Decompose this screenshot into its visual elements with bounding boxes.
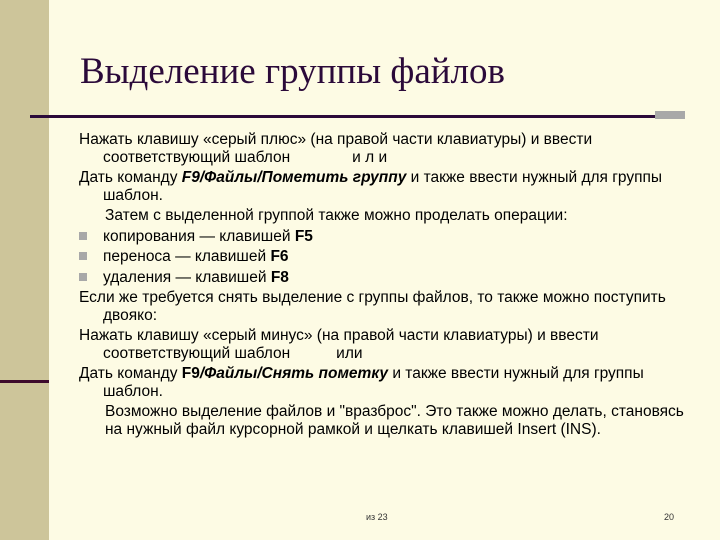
menu-path: /Файлы/Пометить группу — [199, 169, 407, 186]
paragraph-trail: и л и — [352, 148, 388, 166]
bullet-delete: удаления — клавишей F8 — [79, 269, 689, 287]
paragraph-text: Нажать клавишу «серый минус» (на правой части клавиатуры) и ввести соответствующий шаблон — [79, 327, 599, 362]
paragraph-unselect: Если же требуется снять выделение с группы файлов, то также можно поступить двояко: — [79, 289, 666, 324]
left-sidebar-bar — [0, 0, 49, 540]
paragraph-operations: Затем с выделенной группой также можно проделать операции: — [105, 207, 568, 224]
footer-page-total: из 23 — [366, 512, 388, 522]
paragraph-text: Нажать клавишу «серый плюс» (на правой части клавиатуры) и ввести соответствующий шаблон — [79, 131, 593, 166]
paragraph-gray-plus — [79, 131, 689, 166]
bullet-move: переноса — клавишей F6 — [79, 248, 689, 266]
key-label: F9 — [181, 169, 200, 186]
key-label: F8 — [270, 268, 289, 286]
footer-page-number: 20 — [664, 512, 675, 522]
key-label: F5 — [294, 227, 313, 245]
paragraph-f9-mark: Дать команду F9/Файлы/Пометить группу и также ввести нужный для группы шаблон. — [79, 169, 663, 204]
gray-square-bullet-icon — [79, 273, 87, 281]
paragraph-scatter-select: Возможно выделение файлов и "вразброс". Это также можно делать, становясь на нужный файл курсорной рамкой и щелкать клавишей Insert (INS). — [105, 403, 684, 438]
title-underline — [30, 115, 685, 118]
paragraph-trail: или — [336, 344, 363, 362]
gray-square-bullet-icon — [79, 232, 87, 240]
key-label: F6 — [270, 248, 289, 265]
slide-title: Выделение группы файлов — [80, 51, 505, 92]
key-label: F9 — [181, 365, 200, 382]
paragraph-f9-unmark: Дать команду F9/Файлы/Снять пометку и также ввести нужный для группы шаблон. — [79, 365, 644, 400]
menu-path: /Файлы/Снять пометку — [199, 365, 389, 382]
title-underline-accent — [655, 111, 685, 119]
paragraph-gray-minus — [79, 327, 689, 362]
sidebar-accent-line — [0, 380, 49, 383]
gray-square-bullet-icon — [79, 252, 87, 260]
slide-body — [79, 131, 689, 441]
bullet-copy: копирования — клавишей F5 — [79, 228, 689, 246]
